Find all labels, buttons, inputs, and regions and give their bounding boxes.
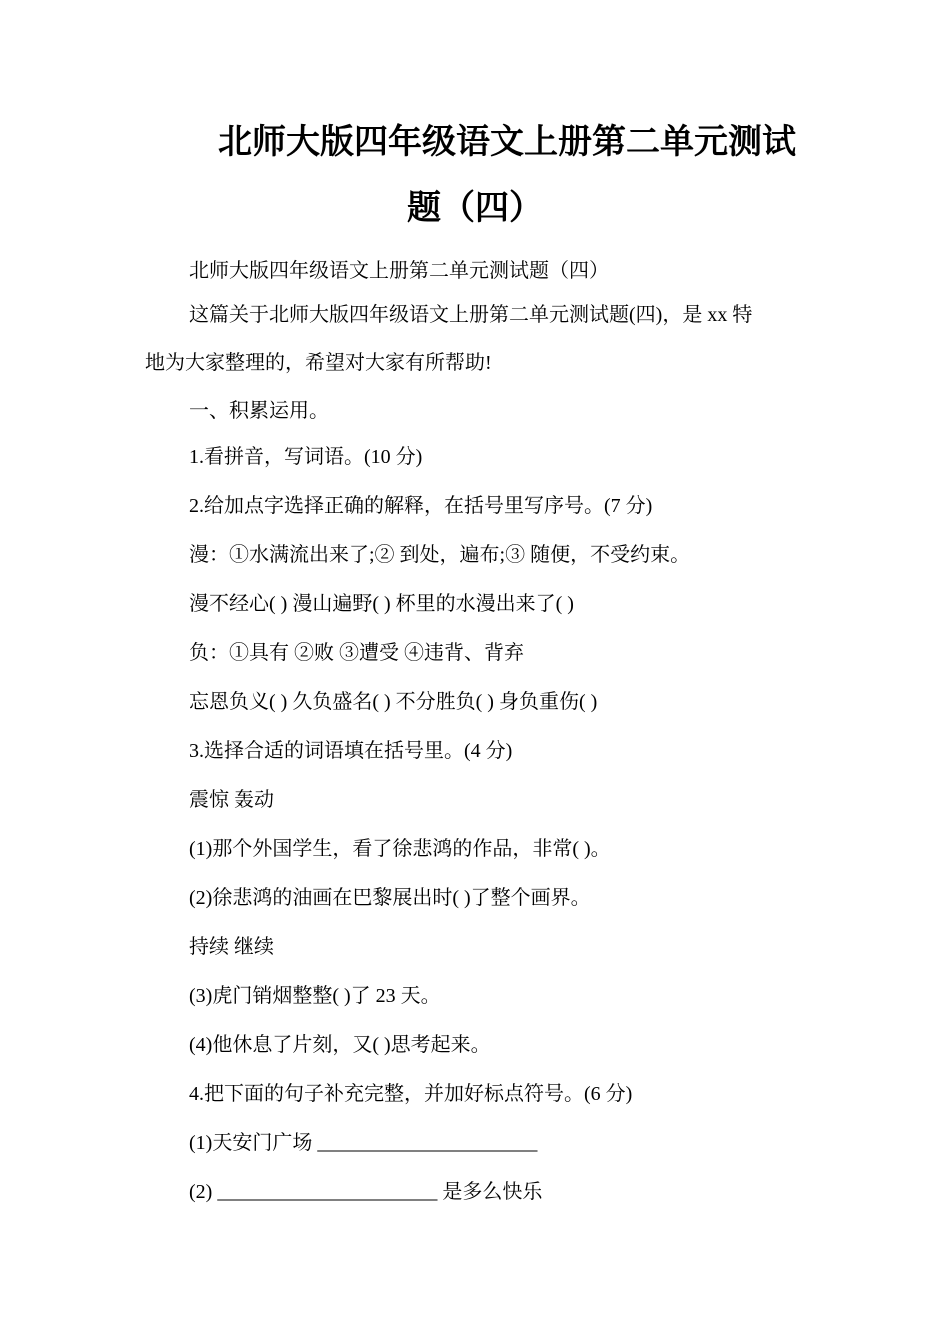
question-4-item-2: (2) ______________________ 是多么快乐 xyxy=(189,1181,543,1203)
document-title-line-2: 题（四） xyxy=(407,188,543,228)
paragraph-intro-line-1: 这篇关于北师大版四年级语文上册第二单元测试题(四)，是 xx 特 xyxy=(189,304,753,326)
question-2-items-man: 漫不经心( ) 漫山遍野( ) 杯里的水漫出来了( ) xyxy=(189,593,574,615)
question-4: 4.把下面的句子补充完整，并加好标点符号。(6 分) xyxy=(189,1083,633,1105)
question-3-word-pair-2: 持续 继续 xyxy=(189,936,274,958)
paragraph-subtitle: 北师大版四年级语文上册第二单元测试题（四） xyxy=(189,260,609,282)
question-2: 2.给加点字选择正确的解释，在括号里写序号。(7 分) xyxy=(189,495,653,517)
question-2-items-fu: 忘恩负义( ) 久负盛名( ) 不分胜负( ) 身负重伤( ) xyxy=(189,691,598,713)
question-4-item-1: (1)天安门广场 ______________________ xyxy=(189,1132,538,1154)
question-1: 1.看拼音，写词语。(10 分) xyxy=(189,446,423,468)
question-3-item-2: (2)徐悲鸿的油画在巴黎展出时( )了整个画界。 xyxy=(189,887,591,909)
document-title-line-1: 北师大版四年级语文上册第二单元测试 xyxy=(218,122,796,162)
question-2-definitions-man: 漫：①水满流出来了;② 到处，遍布;③ 随便，不受约束。 xyxy=(189,544,691,566)
paragraph-intro-line-2: 地为大家整理的，希望对大家有所帮助! xyxy=(145,352,492,374)
question-3-item-3: (3)虎门销烟整整( )了 23 天。 xyxy=(189,985,441,1007)
question-3-word-pair-1: 震惊 轰动 xyxy=(189,789,274,811)
section-heading: 一、积累运用。 xyxy=(189,400,329,422)
question-2-definitions-fu: 负：①具有 ②败 ③遭受 ④违背、背弃 xyxy=(189,642,524,664)
question-3-item-4: (4)他休息了片刻，又( )思考起来。 xyxy=(189,1034,491,1056)
question-3-item-1: (1)那个外国学生，看了徐悲鸿的作品，非常( )。 xyxy=(189,838,611,860)
question-3: 3.选择合适的词语填在括号里。(4 分) xyxy=(189,740,513,762)
